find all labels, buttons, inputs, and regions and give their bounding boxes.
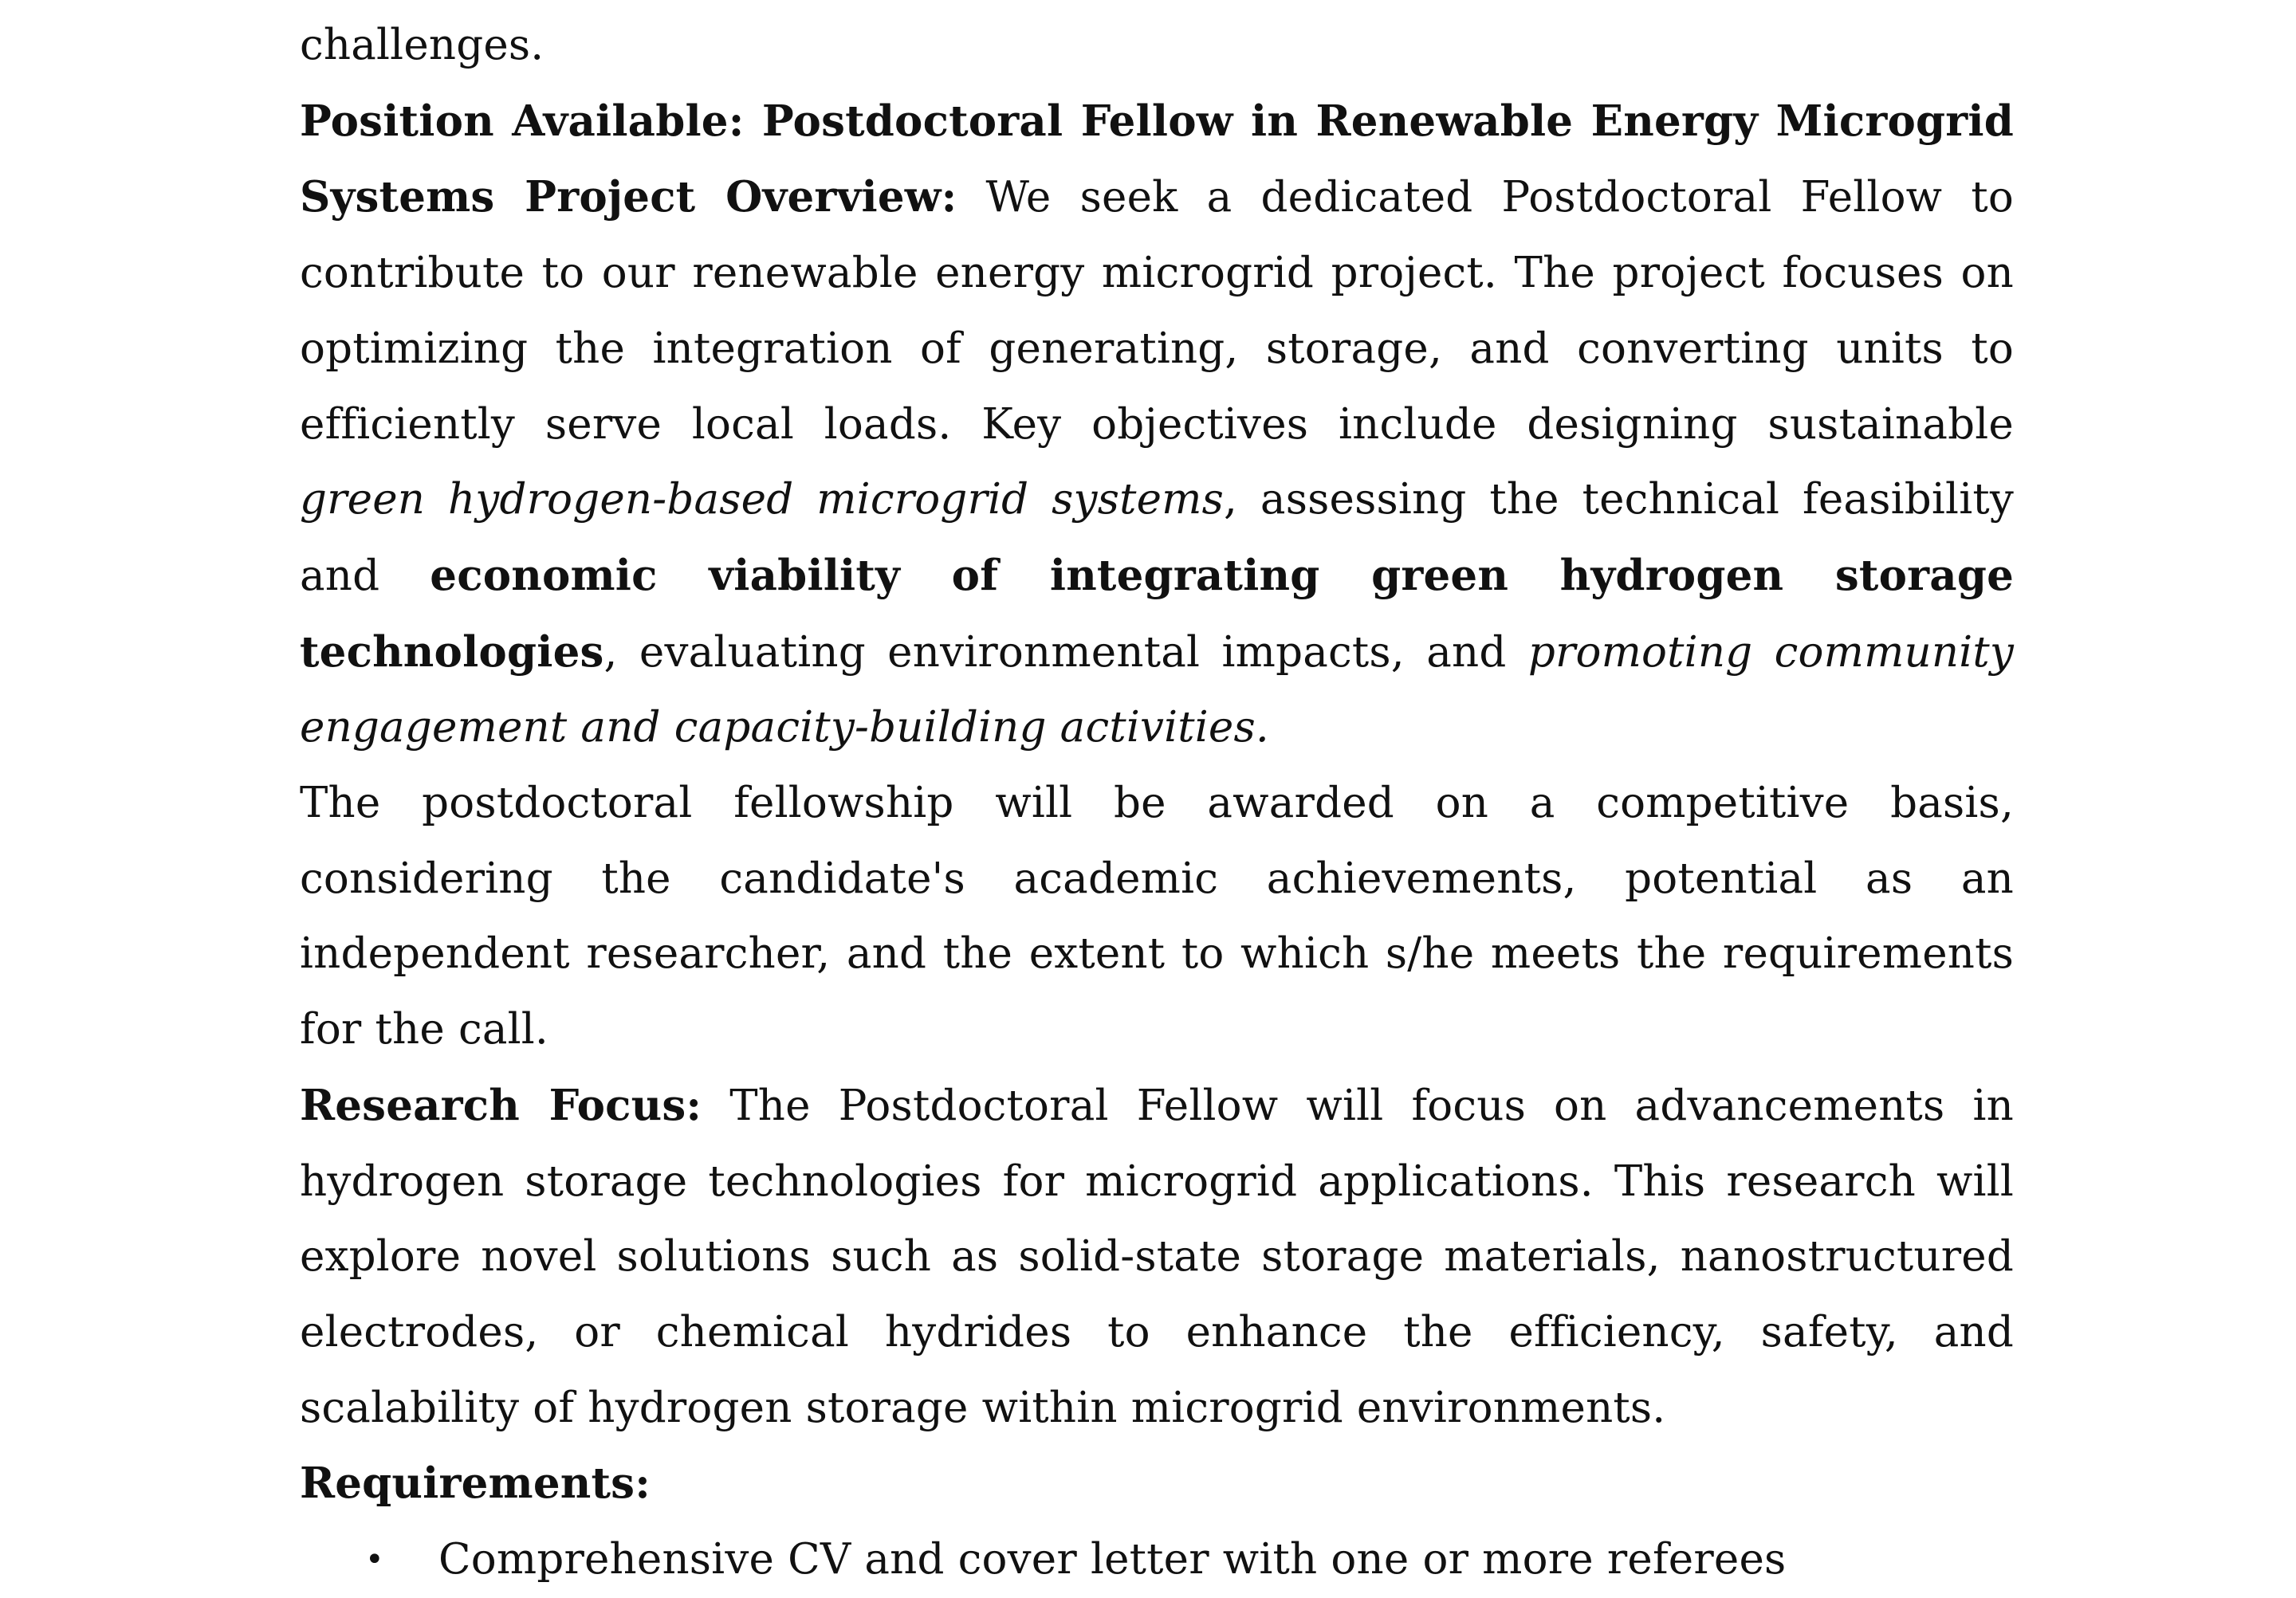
bullet-icon: •: [365, 1541, 384, 1579]
position-heading: Position Available: Postdoctoral Fellow in Renewable Energy Microgrid Systems Project Overview:: [300, 96, 2014, 222]
document-body: [300, 8, 2014, 1598]
award-text: The postdoctoral fellowship will be awarded on a competitive basis, considering the candidate's academic achievements, potential as an independent researcher, and the extent to which s/he meets the requirements for the call.: [300, 779, 2014, 1054]
requirement-text: Comprehensive CV and cover letter with one or more referees: [438, 1535, 1787, 1584]
overview-italic-2: promoting community engagement and capacity-building activities.: [300, 627, 2014, 752]
paragraph-research-focus: [300, 1068, 2014, 1447]
requirements-list: [300, 1522, 2014, 1598]
paragraph-position-overview: [300, 84, 2014, 766]
list-item: [365, 1522, 2014, 1598]
overview-text-3: , evaluating environmental impacts, and: [603, 627, 1528, 677]
paragraph-continuation: [300, 8, 2014, 84]
overview-text-1: We seek a dedicated Postdoctoral Fellow to contribute to our renewable energy microgrid project. The project focuses on optimizing the integration of generating, storage, and converting units to efficiently serve local loads. Key objectives include designing sustainable: [300, 173, 2015, 449]
overview-italic-1: green hydrogen-based microgrid systems: [300, 475, 1225, 524]
research-focus-text: The Postdoctoral Fellow will focus on advancements in hydrogen storage technologies for microgrid applications. This research will explore novel solutions such as solid-state storage materials, nanostructured electrodes, or chemical hydrides to enhance the efficiency, safety, and scalability of hydrogen storage within microgrid environments.: [300, 1081, 2015, 1432]
continuation-text: challenges.: [300, 21, 545, 69]
requirements-heading-paragraph: [300, 1446, 2014, 1522]
paragraph-fellowship-award: [300, 766, 2014, 1068]
overview-bold-1: economic viability of integrating green hydrogen storage technologies: [300, 550, 2014, 677]
overview-text-2: , assessing the technical feasibility and: [300, 475, 2014, 600]
research-focus-heading: Research Focus:: [300, 1080, 702, 1130]
requirements-heading: Requirements:: [300, 1459, 651, 1509]
